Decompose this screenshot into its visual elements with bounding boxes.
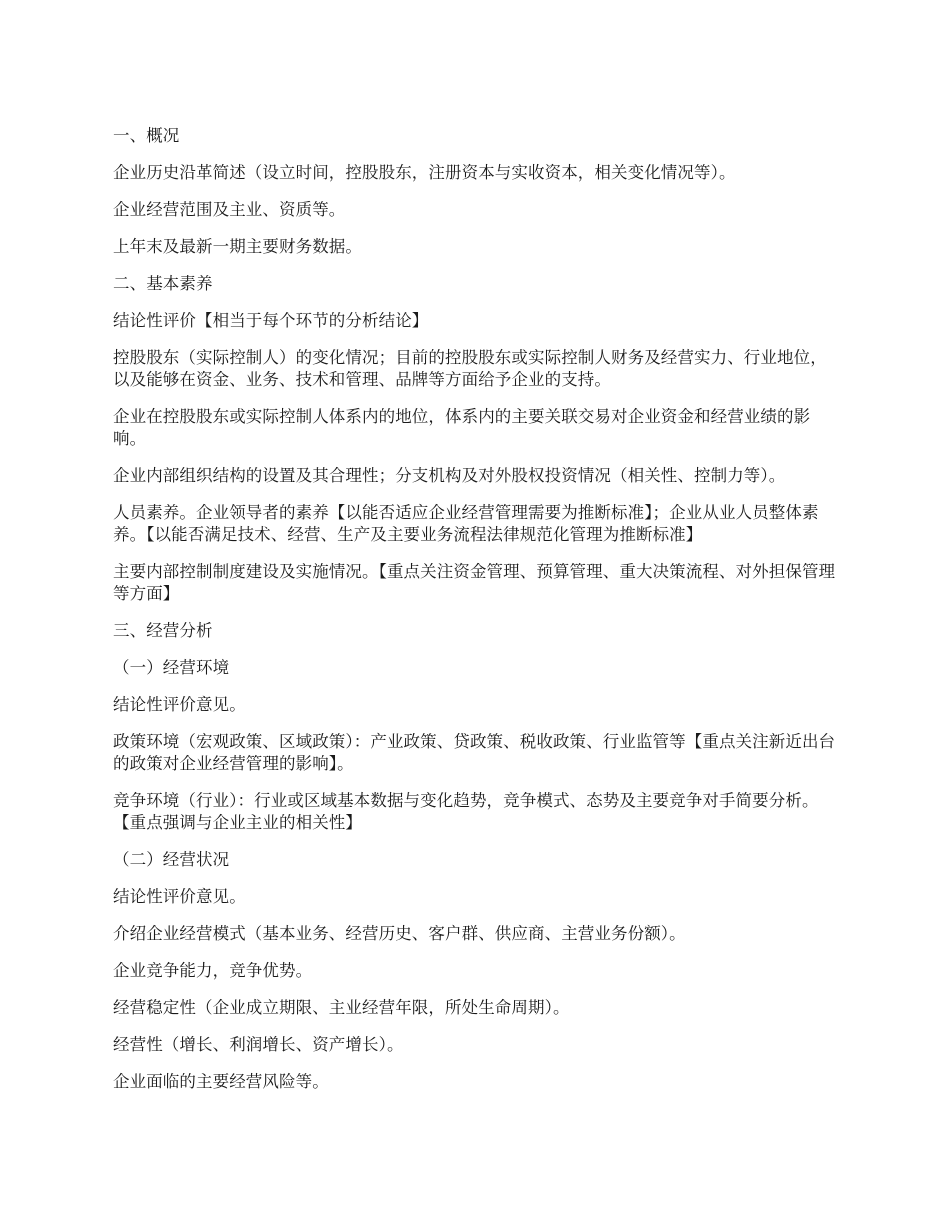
paragraph: 结论性评价【相当于每个环节的分析结论】 <box>113 311 429 330</box>
paragraph: 企业面临的主要经营风险等。 <box>113 1072 329 1091</box>
section-heading-basic-quality: 二、基本素养 <box>113 274 213 293</box>
paragraph: 企业历史沿革简述（设立时间，控股股东，注册资本与实收资本，相关变化情况等）。 <box>113 163 736 182</box>
paragraph: 人员素养。企业领导者的素养【以能否适应企业经营管理需要为推断标准】；企业从业人员整体素养。【以能否满足技术、经营、生产及主要业务流程法律规范化管理为推断标准】 <box>113 503 819 544</box>
paragraph: 企业经营范围及主业、资质等。 <box>113 200 346 219</box>
paragraph: 政策环境（宏观政策、区域政策）：产业政策、贷政策、税收政策、行业监管等【重点关注新近出台的政策对企业经营管理的影响】。 <box>113 732 836 773</box>
paragraph: 竞争环境（行业）：行业或区域基本数据与变化趋势，竞争模式、态势及主要竞争对手简要分析。【重点强调与企业主业的相关性】 <box>113 791 819 832</box>
document-body <box>113 125 841 1108</box>
paragraph: 控股股东（实际控制人）的变化情况；目前的控股股东或实际控制人财务及经营实力、行业地位，以及能够在资金、业务、技术和管理、品牌等方面给予企业的支持。 <box>113 348 827 389</box>
section-heading-operation-analysis: 三、经营分析 <box>113 621 213 640</box>
paragraph: 企业在控股股东或实际控制人体系内的地位，体系内的主要关联交易对企业资金和经营业绩的影响。 <box>113 407 811 448</box>
paragraph: 企业内部组织结构的设置及其合理性；分支机构及对外股权投资情况（相关性、控制力等）。 <box>113 466 786 485</box>
paragraph: 企业竞争能力，竞争优势。 <box>113 961 313 980</box>
section-heading-overview: 一、概况 <box>113 126 180 145</box>
subsection-heading-operation-environment: （一）经营环境 <box>113 658 230 677</box>
paragraph: 结论性评价意见。 <box>113 695 246 714</box>
paragraph: 经营稳定性（企业成立期限、主业经营年限，所处生命周期）。 <box>113 998 570 1017</box>
paragraph: 介绍企业经营模式（基本业务、经营历史、客户群、供应商、主营业务份额）。 <box>113 924 686 943</box>
subsection-heading-operation-status: （二）经营状况 <box>113 850 230 869</box>
paragraph: 上年末及最新一期主要财务数据。 <box>113 237 362 256</box>
paragraph: 经营性（增长、利润增长、资产增长）。 <box>113 1035 404 1054</box>
paragraph: 结论性评价意见。 <box>113 887 246 906</box>
paragraph: 主要内部控制制度建设及实施情况。【重点关注资金管理、预算管理、重大决策流程、对外担保管理等方面】 <box>113 562 836 603</box>
